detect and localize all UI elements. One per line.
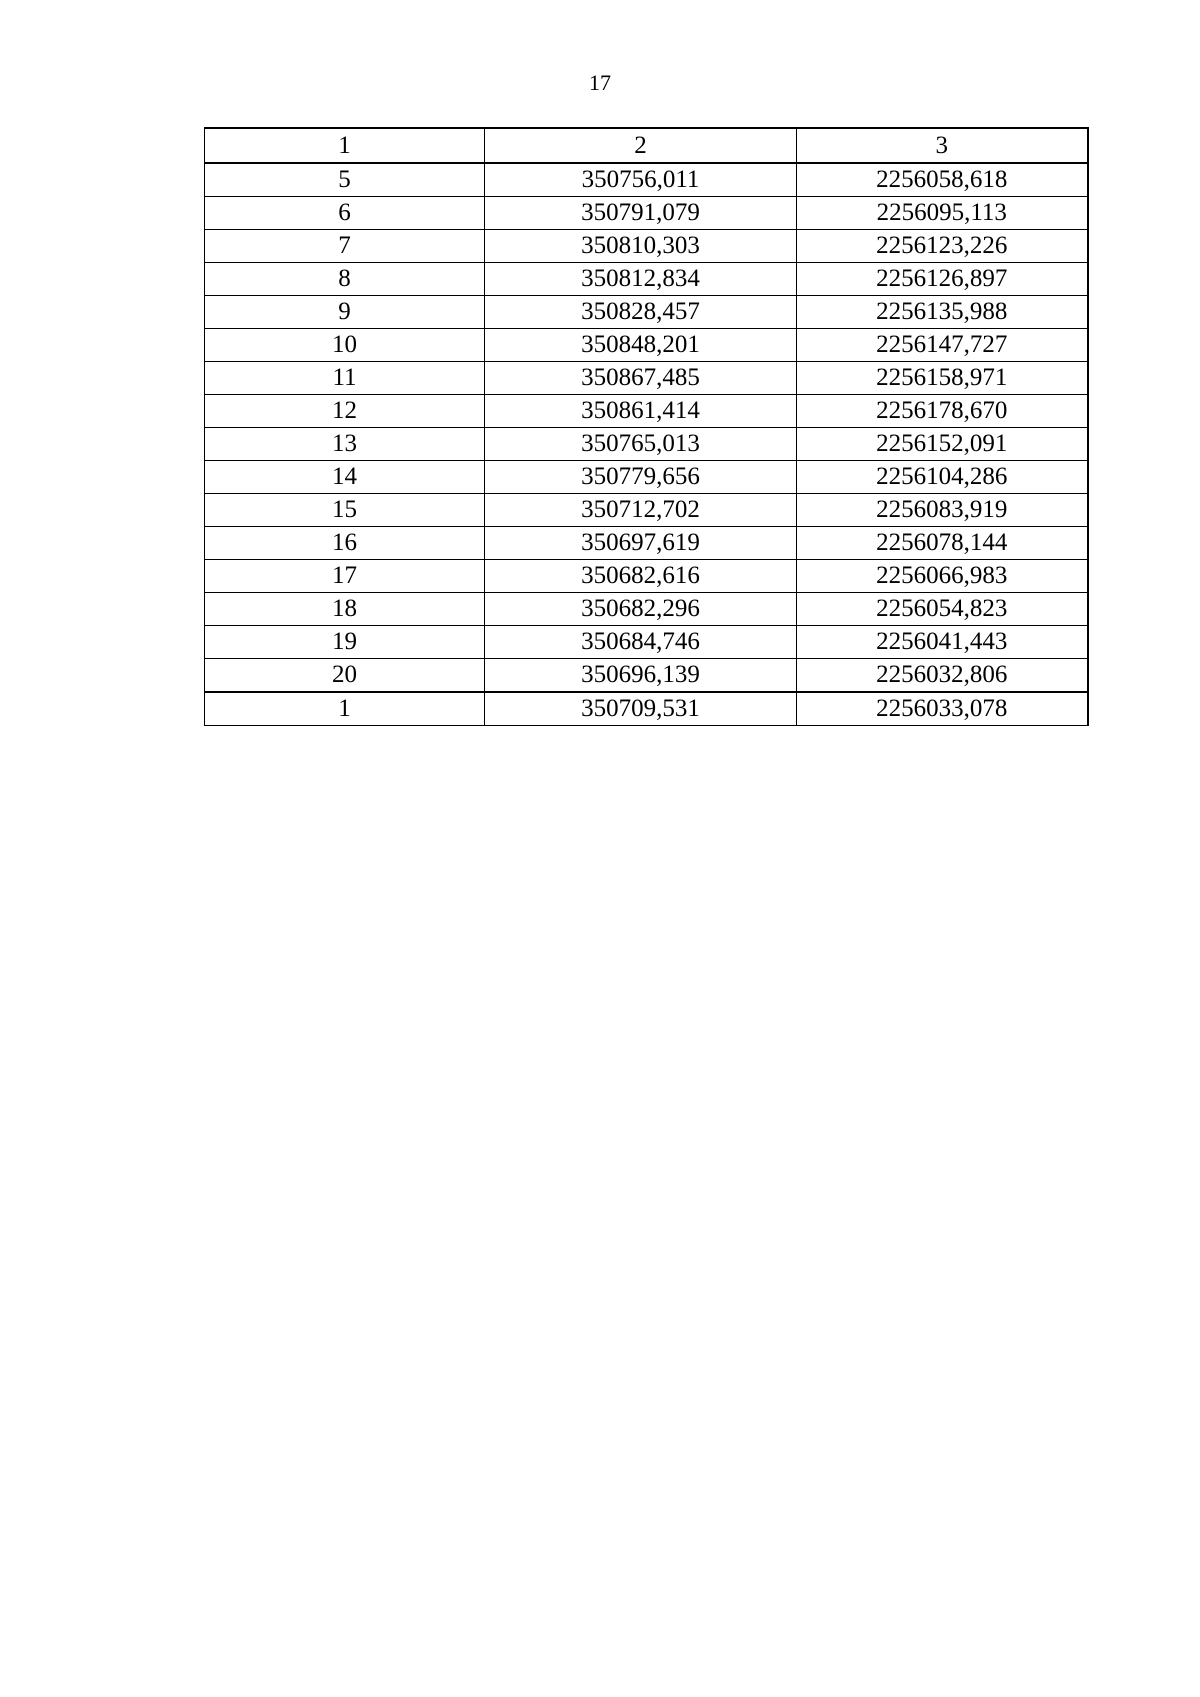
table-cell: 350812,834 <box>485 263 797 296</box>
table-cell: 2256123,226 <box>797 230 1088 263</box>
table-row <box>205 659 1088 693</box>
table-cell: 2256078,144 <box>797 527 1088 560</box>
table-row <box>205 230 1088 263</box>
table-cell: 350696,139 <box>485 659 797 693</box>
table-row <box>205 527 1088 560</box>
table-cell: 350682,616 <box>485 560 797 593</box>
table-row <box>205 428 1088 461</box>
table-cell: 2256126,897 <box>797 263 1088 296</box>
table-cell: 18 <box>205 593 485 626</box>
page-number: 17 <box>589 70 611 95</box>
table-cell: 2256032,806 <box>797 659 1088 693</box>
column-header: 3 <box>797 128 1088 163</box>
table-cell: 12 <box>205 395 485 428</box>
table-cell: 5 <box>205 163 485 197</box>
table-cell: 1 <box>205 692 485 726</box>
table-cell: 7 <box>205 230 485 263</box>
table-cell: 2256104,286 <box>797 461 1088 494</box>
table-cell: 2256158,971 <box>797 362 1088 395</box>
table-row <box>205 263 1088 296</box>
table-cell: 350861,414 <box>485 395 797 428</box>
table-cell: 350810,303 <box>485 230 797 263</box>
table-row <box>205 362 1088 395</box>
table-cell: 10 <box>205 329 485 362</box>
table-cell: 350867,485 <box>485 362 797 395</box>
table-cell: 350779,656 <box>485 461 797 494</box>
table-cell: 2256178,670 <box>797 395 1088 428</box>
table-cell: 350682,296 <box>485 593 797 626</box>
table-cell: 15 <box>205 494 485 527</box>
table-cell: 14 <box>205 461 485 494</box>
table-body <box>205 163 1088 726</box>
table-cell: 2256152,091 <box>797 428 1088 461</box>
table-cell: 2256033,078 <box>797 692 1088 726</box>
table-row <box>205 494 1088 527</box>
table-cell: 13 <box>205 428 485 461</box>
table-cell: 2256041,443 <box>797 626 1088 659</box>
coordinates-table <box>204 127 1089 726</box>
table-cell: 11 <box>205 362 485 395</box>
table-cell: 2256135,988 <box>797 296 1088 329</box>
table-row <box>205 163 1088 197</box>
table-cell: 2256095,113 <box>797 197 1088 230</box>
table-cell: 350791,079 <box>485 197 797 230</box>
table-cell: 19 <box>205 626 485 659</box>
table-row <box>205 395 1088 428</box>
table-cell: 2256058,618 <box>797 163 1088 197</box>
table-row <box>205 329 1088 362</box>
table-cell: 2256054,823 <box>797 593 1088 626</box>
table-row <box>205 593 1088 626</box>
column-header: 1 <box>205 128 485 163</box>
table-cell: 350848,201 <box>485 329 797 362</box>
table-cell: 16 <box>205 527 485 560</box>
table-row <box>205 461 1088 494</box>
table-cell: 350697,619 <box>485 527 797 560</box>
table-row <box>205 560 1088 593</box>
table-cell: 17 <box>205 560 485 593</box>
table-header-row <box>205 128 1088 163</box>
table-cell: 350828,457 <box>485 296 797 329</box>
table-row <box>205 626 1088 659</box>
table-cell: 350765,013 <box>485 428 797 461</box>
table-cell: 2256147,727 <box>797 329 1088 362</box>
table-row <box>205 197 1088 230</box>
table-cell: 350684,746 <box>485 626 797 659</box>
table-cell: 20 <box>205 659 485 693</box>
table-cell: 2256066,983 <box>797 560 1088 593</box>
table-cell: 350712,702 <box>485 494 797 527</box>
table-cell: 6 <box>205 197 485 230</box>
table-cell: 350709,531 <box>485 692 797 726</box>
table-cell: 350756,011 <box>485 163 797 197</box>
column-header: 2 <box>485 128 797 163</box>
table-cell: 2256083,919 <box>797 494 1088 527</box>
table-row <box>205 296 1088 329</box>
table-cell: 9 <box>205 296 485 329</box>
table-row <box>205 692 1088 726</box>
table-cell: 8 <box>205 263 485 296</box>
